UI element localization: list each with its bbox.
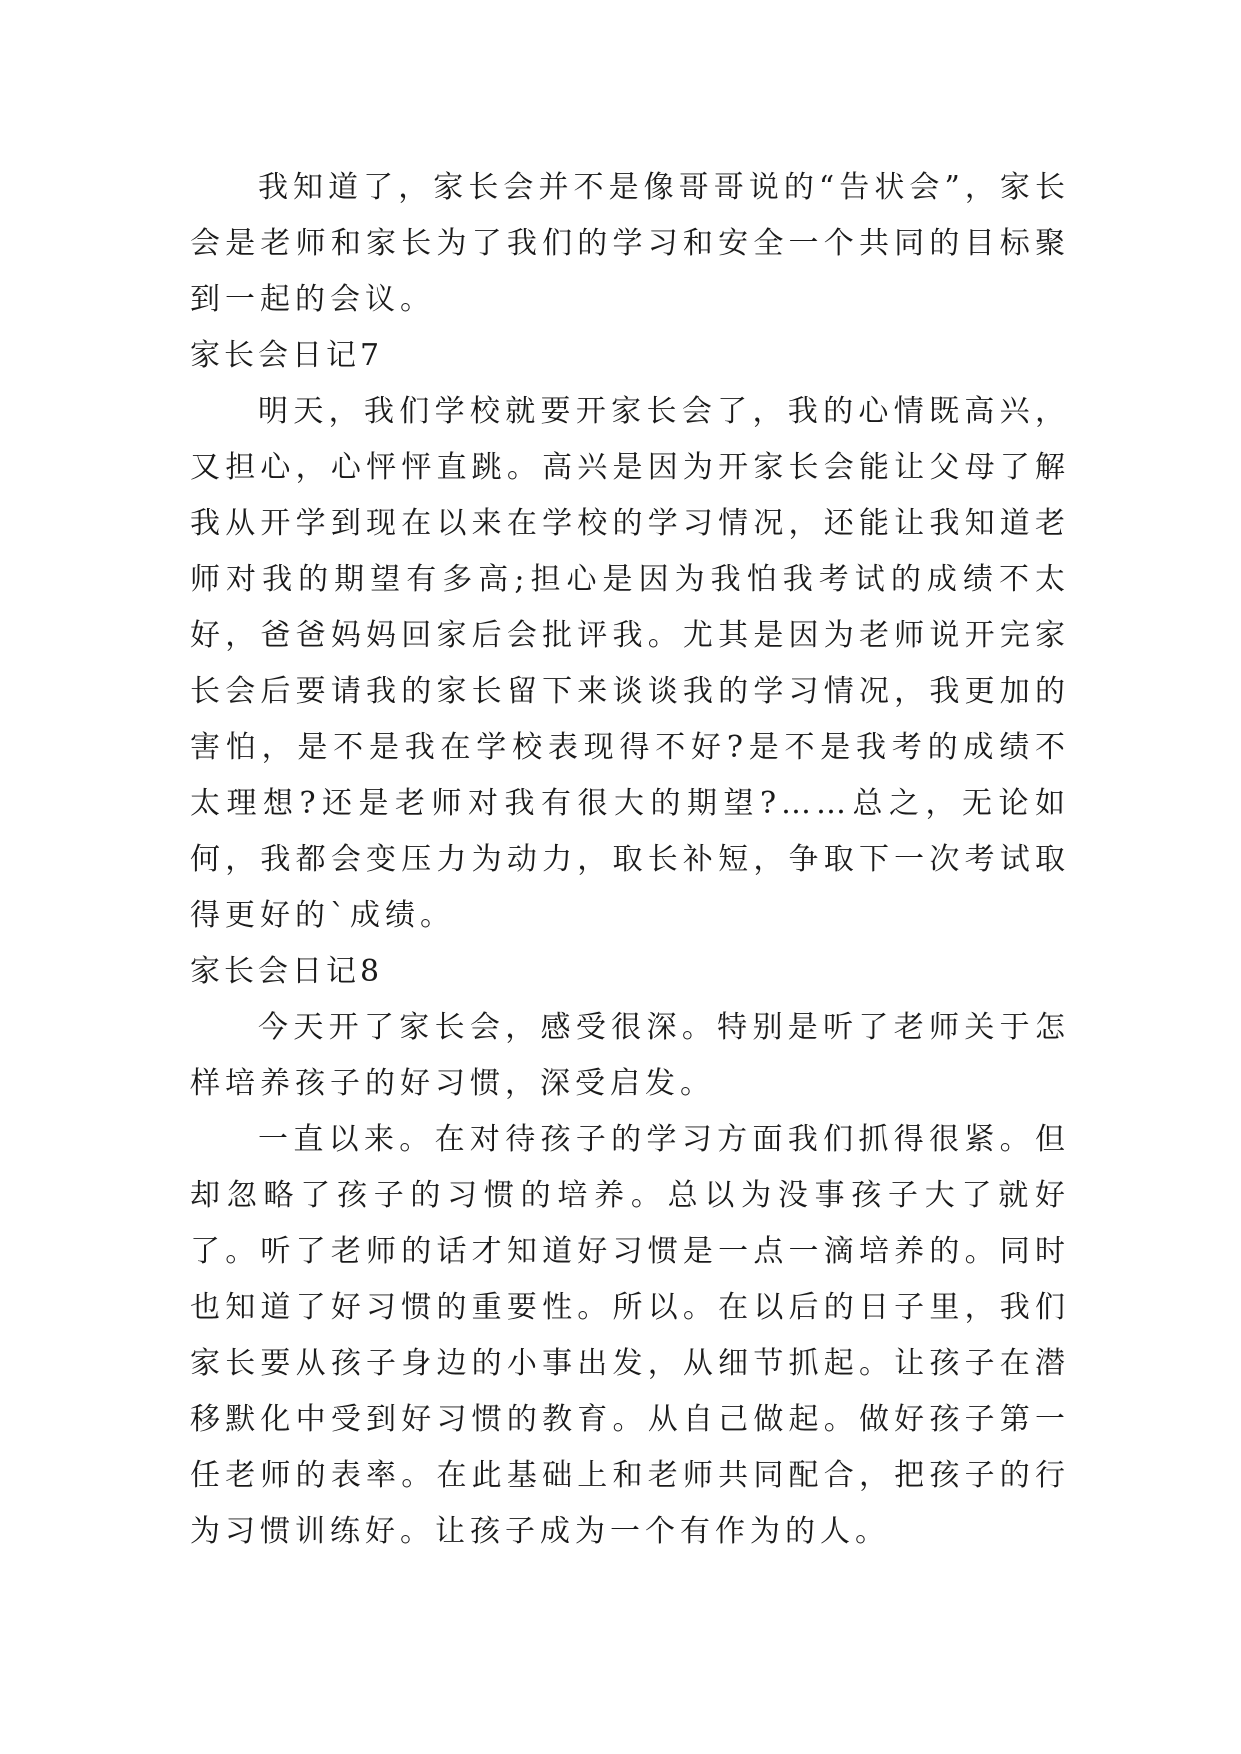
heading-diary-7: 家长会日记7 xyxy=(190,338,384,373)
paragraph-diary-8-habits: 一直以来。在对待孩子的学习方面我们抓得很紧。但却忽略了孩子的习惯的培养。总以为没事孩子大了就好了。听了老师的话才知道好习惯是一点一滴培养的。同时也知道了好习惯的重要性。所以。在以后的日子里，我们家长要从孩子身边的小事出发，从细节抓起。让孩子在潜移默化中受到好习惯的教育。从自己做起。做好孩子第一任老师的表率。在此基础上和老师共同配合，把孩子的行为习惯训练好。让孩子成为一个有作为的人。 xyxy=(190,1122,1070,1549)
document-body xyxy=(190,160,1070,1560)
paragraph-diary-8-intro: 今天开了家长会，感受很深。特别是听了老师关于怎样培养孩子的好习惯，深受启发。 xyxy=(190,1010,1070,1101)
heading-diary-8: 家长会日记8 xyxy=(190,954,384,989)
paragraph-meeting-meaning: 我知道了，家长会并不是像哥哥说的“告状会”，家长会是老师和家长为了我们的学习和安全一个共同的目标聚到一起的会议。 xyxy=(190,170,1070,317)
paragraph-diary-7: 明天，我们学校就要开家长会了，我的心情既高兴，又担心，心怦怦直跳。高兴是因为开家长会能让父母了解我从开学到现在以来在学校的学习情况，还能让我知道老师对我的期望有多高;担心是因为我怕我考试的成绩不太好，爸爸妈妈回家后会批评我。尤其是因为老师说开完家长会后要请我的家长留下来谈谈我的学习情况，我更加的害怕，是不是我在学校表现得不好?是不是我考的成绩不太理想?还是老师对我有很大的期望?……总之，无论如何，我都会变压力为动力，取长补短，争取下一次考试取得更好的`成绩。 xyxy=(190,394,1070,933)
